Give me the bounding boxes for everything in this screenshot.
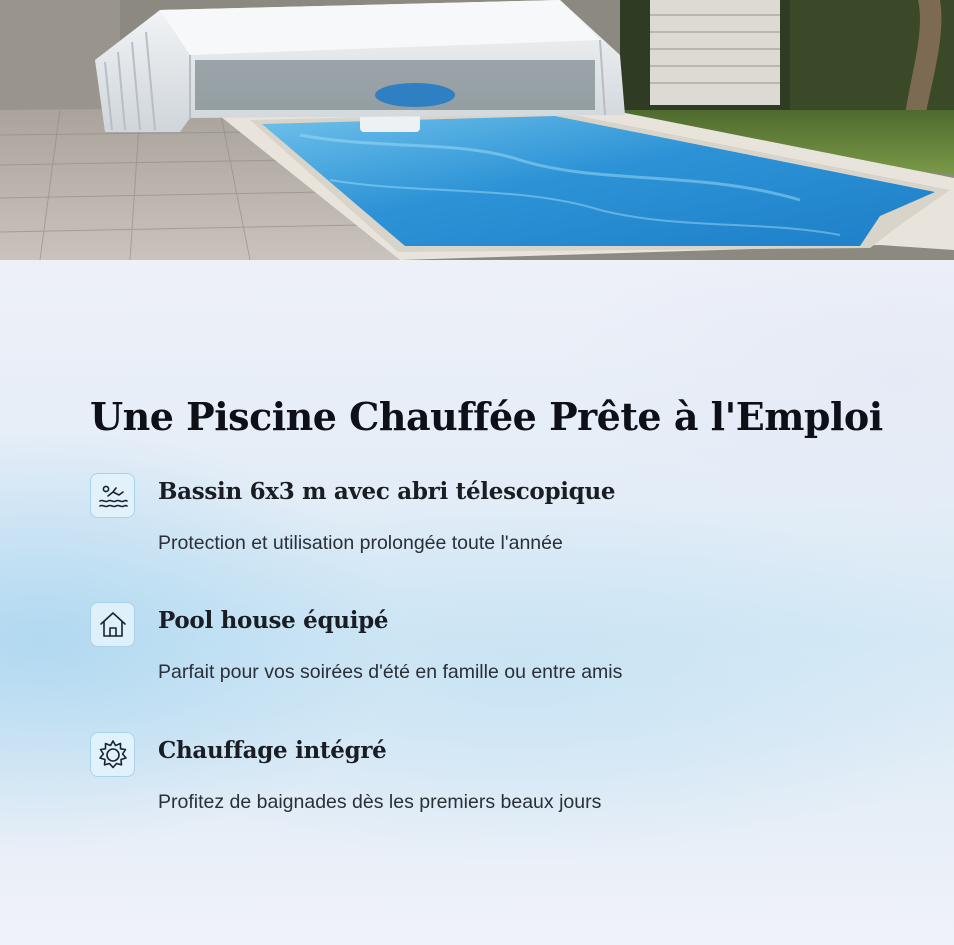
section-title: Une Piscine Chauffée Prête à l'Emploi xyxy=(90,394,883,439)
feature-description: Parfait pour vos soirées d'été en famille ou entre amis xyxy=(158,661,623,683)
hero-pool-photo xyxy=(0,0,954,260)
swimmer-icon xyxy=(90,473,135,518)
sun-icon xyxy=(90,732,135,777)
feature-title: Pool house équipé xyxy=(158,607,389,634)
pool-features-section xyxy=(0,260,954,945)
feature-description: Profitez de baignades dès les premiers beaux jours xyxy=(158,791,602,813)
feature-title: Bassin 6x3 m avec abri télescopique xyxy=(158,478,616,505)
feature-title: Chauffage intégré xyxy=(158,737,387,764)
house-icon xyxy=(90,602,135,647)
feature-description: Protection et utilisation prolongée toute l'année xyxy=(158,532,563,554)
